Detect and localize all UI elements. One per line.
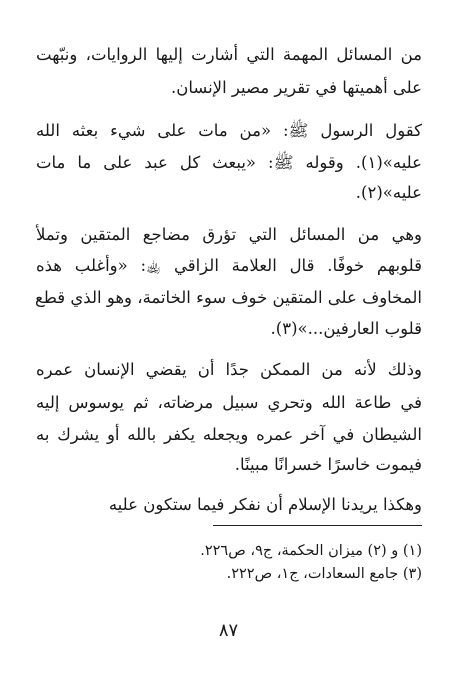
- paragraph-3-line-2: قلوبهم خوفًا. قال العلامة الزاقي ﵀: «وأغلب هذه: [36, 256, 422, 275]
- paragraph-2-line-3: عليه»(٢).: [355, 183, 422, 202]
- page-number: ٨٧: [218, 620, 239, 641]
- paragraph-3-line-4: قلوب العارفين...»(٣).: [270, 319, 422, 338]
- paragraph-1-line-1: من المسائل المهمة التي أشارت إليها الروايات، ونبّهت: [36, 45, 422, 64]
- paragraph-5-line-1: وهكذا يريدنا الإسلام أن نفكر فيما ستكون عليه: [108, 495, 422, 514]
- paragraph-3-line-3: المخاوف على المتقين خوف سوء الخاتمة، وهو الذي قطع: [34, 288, 422, 307]
- paragraph-4-line-2: في طاعة الله وتحري سبيل مرضاته، ثم يوسوس إليه: [36, 393, 422, 412]
- paragraph-4-line-1: وذلك لأنه من الممكن جدًا أن يقضي الإنسان عمره: [36, 360, 422, 379]
- paragraph-4-line-3: الشيطان في آخر عمره ويجعله يكفر بالله أو يشرك به: [36, 425, 422, 444]
- paragraph-3-line-1: وهي من المسائل التي تؤرق مضاجع المتقين وتملأ: [36, 225, 422, 244]
- footnote-2: (٣) جامع السعادات، ج١، ص٢٢٢.: [226, 566, 422, 582]
- paragraph-1-line-2: على أهميتها في تقرير مصير الإنسان.: [170, 78, 422, 97]
- paragraph-4-line-4: فيموت خاسرًا خسرانًا مبينًا.: [234, 455, 422, 474]
- paragraph-2-line-2: عليه»(١). وقوله ﷺ: «يبعث كل عبد على ما مات: [36, 153, 422, 172]
- footnote-separator: [213, 525, 422, 526]
- paragraph-2-line-1: كقول الرسول ﷺ: «من مات على شيء بعثه الله: [36, 121, 422, 140]
- footnote-1: (١) و (٢) ميزان الحكمة، ج٩، ص٢٢٦.: [200, 543, 422, 559]
